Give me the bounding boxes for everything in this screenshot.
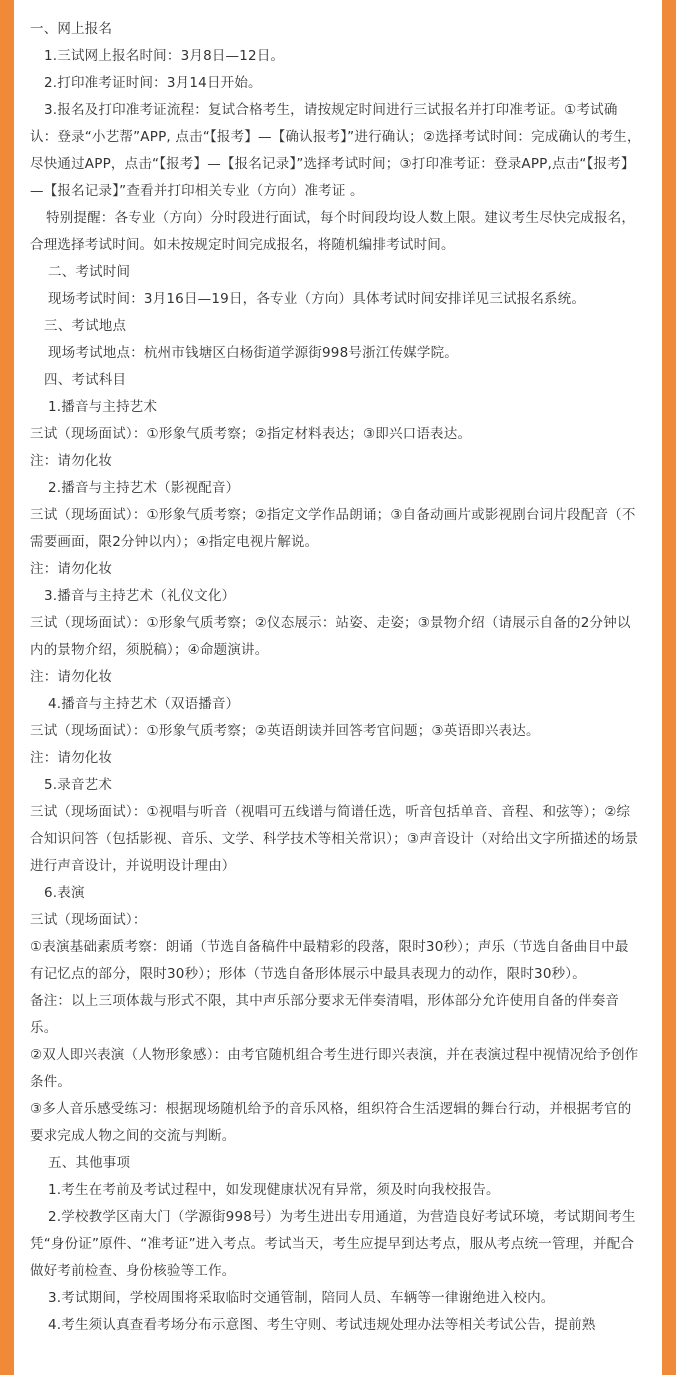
paragraph: 1.播音与主持艺术: [48, 399, 158, 415]
paragraph: 1.三试网上报名时间：3月8日—12日。: [44, 48, 285, 64]
paragraph: 3.报名及打印准考证流程：复试合格考生，请按规定时间进行三试报名并打印准考证。①考试确认：登录“小艺帮”APP, 点击“【报考】—【确认报考】”进行确认；②选择考试时间：完成确认的考生，尽快通过APP，点击“【报考】—【报名记录】”选择考试时间；③打印准考证：登录APP,点击“【报考】—【报名记录】”查看并打印相关专业（方向）准考证 。: [30, 102, 641, 199]
paragraph: 2.打印准考证时间：3月14日开始。: [44, 75, 262, 91]
article-content: [14, 0, 662, 1339]
paragraph: 二、考试时间: [48, 264, 131, 280]
paragraph: 三试（现场面试）：: [30, 912, 147, 928]
paragraph: 三、考试地点: [44, 318, 127, 334]
paragraph: 3.考试期间，学校周围将采取临时交通管制，陪同人员、车辆等一律谢绝进入校内。: [48, 1290, 555, 1306]
paragraph: 三试（现场面试）：①视唱与听音（视唱可五线谱与简谱任选，听音包括单音、音程、和弦等）；②综合知识问答（包括影视、音乐、文学、科学技术等相关常识）；③声音设计（对给出文字所描述的场景进行声音设计，并说明设计理由）: [30, 804, 639, 874]
paragraph: 3.播音与主持艺术（礼仪文化）: [44, 588, 236, 604]
paragraph: 注：请勿化妆: [30, 669, 113, 685]
paragraph: 现场考试时间：3月16日—19日，各专业（方向）具体考试时间安排详见三试报名系统。: [48, 291, 586, 307]
paragraph: 4.播音与主持艺术（双语播音）: [48, 696, 240, 712]
paragraph: 五、其他事项: [48, 1155, 131, 1171]
paragraph: 备注：以上三项体裁与形式不限，其中声乐部分要求无伴奏清唱，形体部分允许使用自备的伴奏音乐。: [30, 993, 620, 1036]
paragraph: 三试（现场面试）：①形象气质考察；②指定材料表达；③即兴口语表达。: [30, 426, 472, 442]
paragraph: 三试（现场面试）：①形象气质考察；②指定文学作品朗诵；③自备动画片或影视剧台词片段配音（不需要画面，限2分钟以内）；④指定电视片解说。: [30, 507, 636, 550]
paragraph: 2.学校教学区南大门（学源街998号）为考生进出专用通道，为营造良好考试环境，考试期间考生凭“身份证”原件、“准考证”进入考点。考试当天，考生应提早到达考点，服从考点统一管理，并配合做好考前检查、身份核验等工作。: [30, 1209, 636, 1279]
paragraph: ③多人音乐感受练习：根据现场随机给予的音乐风格，组织符合生活逻辑的舞台行动，并根据考官的要求完成人物之间的交流与判断。: [30, 1101, 632, 1144]
paragraph: 6.表演: [44, 885, 85, 901]
paragraph: 现场考试地点：杭州市钱塘区白杨街道学源街998号浙江传媒学院。: [48, 345, 458, 361]
paragraph: 4.考生须认真查看考场分布示意图、考生守则、考试违规处理办法等相关考试公告，提前熟: [48, 1317, 596, 1333]
paragraph: 注：请勿化妆: [30, 750, 113, 766]
paragraph: 注：请勿化妆: [30, 453, 113, 469]
paragraph: 特别提醒：各专业（方向）分时段进行面试，每个时间段均设人数上限。建议考生尽快完成报名，合理选择考试时间。如未按规定时间完成报名，将随机编排考试时间。: [30, 210, 636, 253]
paragraph: 四、考试科目: [44, 372, 127, 388]
paragraph: ②双人即兴表演（人物形象感）：由考官随机组合考生进行即兴表演，并在表演过程中视情况给予创作条件。: [30, 1047, 639, 1090]
paragraph: 一、网上报名: [30, 21, 113, 37]
paragraph: 三试（现场面试）：①形象气质考察；②英语朗读并回答考官问题；③英语即兴表达。: [30, 723, 540, 739]
paragraph: 5.录音艺术: [44, 777, 113, 793]
paragraph: 1.考生在考前及考试过程中，如发现健康状况有异常，须及时向我校报告。: [48, 1182, 500, 1198]
paragraph: 注：请勿化妆: [30, 561, 113, 577]
paragraph: 2.播音与主持艺术（影视配音）: [48, 480, 240, 496]
paragraph: 三试（现场面试）：①形象气质考察；②仪态展示：站姿、走姿；③景物介绍（请展示自备的2分钟以内的景物介绍，须脱稿）；④命题演讲。: [30, 615, 631, 658]
paragraph: ①表演基础素质考察：朗诵（节选自备稿件中最精彩的段落，限时30秒）；声乐（节选自备曲目中最有记忆点的部分，限时30秒）；形体（节选自备形体展示中最具表现力的动作，限时30秒）。: [30, 939, 629, 982]
